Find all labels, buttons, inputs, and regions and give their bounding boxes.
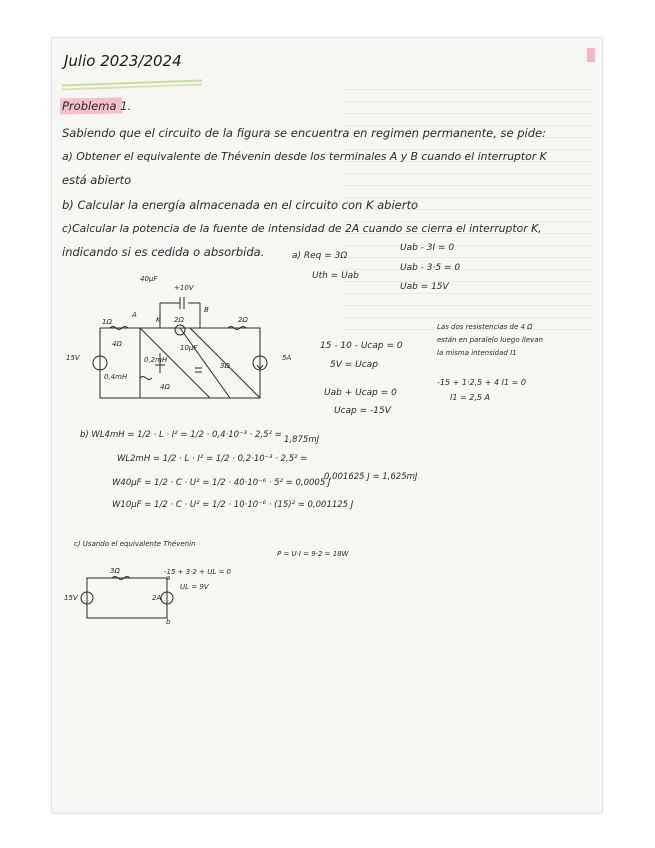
note-line1: Las dos resistencias de 4 Ω (437, 323, 533, 331)
label-0.2mH: 0,2mH (144, 356, 168, 364)
label-10V: +10V (174, 284, 194, 292)
label-5A: 5A (282, 354, 292, 362)
kvl-eq1: 15 - 10 - Ucap = 0 (320, 341, 403, 351)
label-3ohm: 3Ω (220, 362, 230, 370)
label-0.4mH: 0,4mH (104, 373, 128, 381)
answer-eq1: Uab - 3I = 0 (400, 243, 455, 253)
notebook-page (52, 38, 602, 813)
answer-c-title: c) Usando el equivalente Thévenin (74, 540, 196, 548)
label-B: B (204, 306, 209, 314)
label-4ohm-a: 4Ω (112, 340, 122, 348)
energy-c1: W40μF = 1/2 · C · U² = 1/2 · 40·10⁻⁶ · 5² = 0,0005 J (112, 478, 331, 488)
answer-c-power: P = U·I = 9·2 = 18W (277, 550, 349, 558)
label-15V: 15V (66, 354, 80, 362)
thev-3ohm: 3Ω (110, 567, 120, 575)
thev-15V: 15V (64, 594, 78, 602)
answer-vth: Uth = Uab (312, 271, 359, 281)
question-c-line1: c)Calcular la potencia de la fuente de intensidad de 2A cuando se cierra el interruptor K, (62, 222, 542, 235)
label-A: A (132, 311, 137, 319)
thevenin-circuit (77, 568, 187, 628)
label-4ohm-b: 4Ω (160, 383, 170, 391)
kcl-eq1: -15 + 1·2,5 + 4 I1 = 0 (437, 378, 526, 387)
note-line3: la misma intensidad I1 (437, 349, 517, 357)
label-2ohm-a: 2Ω (174, 316, 184, 324)
kvl-eq2: 5V = Ucap (330, 360, 378, 370)
thev-b: b (166, 618, 171, 626)
answer-c-eq2: UL = 9V (180, 583, 209, 591)
label-2ohm-b: 2Ω (238, 316, 248, 324)
label-10uF: 10μF (180, 344, 198, 352)
question-c-line2: indicando si es cedida o absorbida. (62, 245, 265, 259)
answer-req: a) Req = 3Ω (292, 251, 348, 261)
answer-eq3: Uab = 15V (400, 282, 449, 292)
answer-eq2: Uab - 3·5 = 0 (400, 263, 461, 273)
kvl-eq4: Ucap = -15V (334, 406, 391, 416)
page-tab-marker (587, 48, 595, 62)
answer-c-eq1: -15 + 3·2 + UL = 0 (164, 568, 231, 576)
label-40uF: 40μF (140, 275, 158, 283)
thev-2A: 2A (152, 594, 162, 602)
question-a-line2: está abierto (62, 173, 132, 187)
energy-l1: b) WL4mH = 1/2 · L · I² = 1/2 · 0,4·10⁻³ · 2,5² = (80, 430, 282, 440)
kvl-eq3: Uab + Ucap = 0 (324, 388, 397, 398)
thev-a: a (166, 574, 171, 582)
energy-c2: W10μF = 1/2 · C · U² = 1/2 · 10·10⁻⁶ · (15)² = 0,001125 J (112, 500, 354, 510)
problem-label: Problema 1. (62, 99, 132, 113)
energy-l2: WL2mH = 1/2 · L · I² = 1/2 · 0,2·10⁻³ · 2,5² = (117, 454, 308, 464)
label-K: K (156, 316, 161, 324)
kcl-eq2: I1 = 2,5 A (450, 393, 490, 402)
question-a-line1: a) Obtener el equivalente de Thévenin desde los terminales A y B cuando el interruptor K (62, 150, 547, 163)
page-title: Julio 2023/2024 (64, 52, 182, 70)
circuit-diagram (60, 273, 310, 413)
note-line2: están en paralelo luego llevan (437, 336, 543, 344)
energy-c-sum: 0,001625 J = 1,625mJ (324, 472, 418, 482)
problem-intro: Sabiendo que el circuito de la figura se encuentra en regimen permanente, se pide: (62, 126, 546, 140)
label-1ohm: 1Ω (102, 318, 112, 326)
question-b: b) Calcular la energía almacenada en el circuito con K abierto (62, 198, 419, 212)
energy-l-sum: 1,875mJ (284, 435, 320, 445)
